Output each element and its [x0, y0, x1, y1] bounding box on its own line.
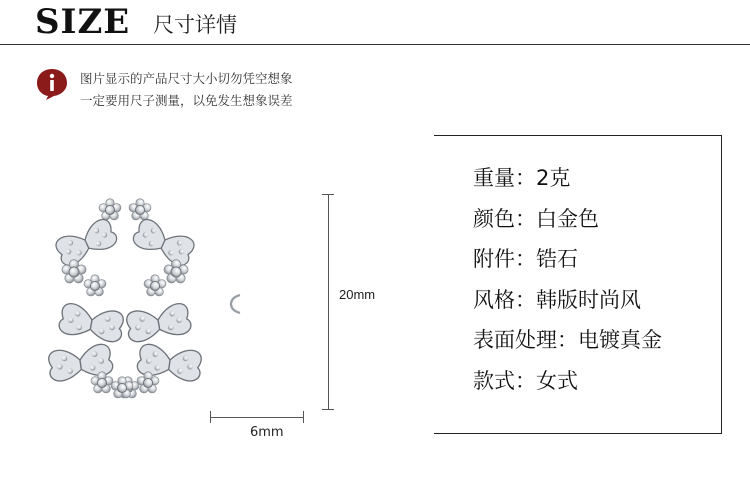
- spec-item-style: [473, 285, 662, 326]
- height-dimension-cap-bottom: [322, 409, 334, 410]
- spec-item-color: [473, 204, 662, 245]
- spec-label: 颜色：: [473, 206, 536, 231]
- spec-label: 风格：: [473, 287, 536, 312]
- notice-line-1: 图片显示的产品尺寸大小切勿凭空想象: [80, 71, 293, 86]
- width-dimension-line: [210, 417, 304, 418]
- notice-line-2: 一定要用尺子测量，以免发生想象误差: [80, 93, 293, 108]
- spec-item-finish: [473, 325, 662, 366]
- right-earring: [111, 199, 240, 398]
- notice-text: [80, 68, 293, 112]
- width-dimension-label: 6mm: [250, 425, 284, 440]
- spec-label: 重量：: [473, 166, 536, 190]
- info-icon: [35, 67, 69, 101]
- header-divider: [0, 44, 750, 45]
- spec-value: 锆石: [536, 247, 578, 271]
- left-earring: [47, 199, 139, 398]
- earring-product-image: [30, 180, 360, 410]
- size-title: SIZE: [35, 2, 131, 42]
- height-dimension-line: [328, 194, 329, 409]
- spec-value: 韩版时尚风: [536, 287, 641, 312]
- spec-label: 附件：: [473, 247, 536, 271]
- spec-panel-top-border: [434, 135, 722, 136]
- spec-item-weight: [473, 163, 662, 204]
- spec-value: 2克: [536, 166, 571, 190]
- spec-item-type: [473, 366, 662, 407]
- width-dimension-cap-left: [210, 411, 211, 423]
- size-subtitle: 尺寸详情: [153, 13, 237, 37]
- height-dimension-label: 20mm: [339, 287, 376, 302]
- spec-label: 表面处理：: [473, 328, 578, 352]
- spec-value: 白金色: [536, 206, 599, 231]
- page-header: [0, 0, 750, 46]
- spec-label: 款式：: [473, 368, 536, 393]
- height-dimension-cap-top: [322, 194, 334, 195]
- spec-item-accessory: [473, 244, 662, 285]
- width-dimension-cap-right: [303, 411, 304, 423]
- spec-list: [473, 163, 662, 406]
- spec-value: 电镀真金: [578, 328, 662, 352]
- spec-value: 女式: [536, 368, 578, 393]
